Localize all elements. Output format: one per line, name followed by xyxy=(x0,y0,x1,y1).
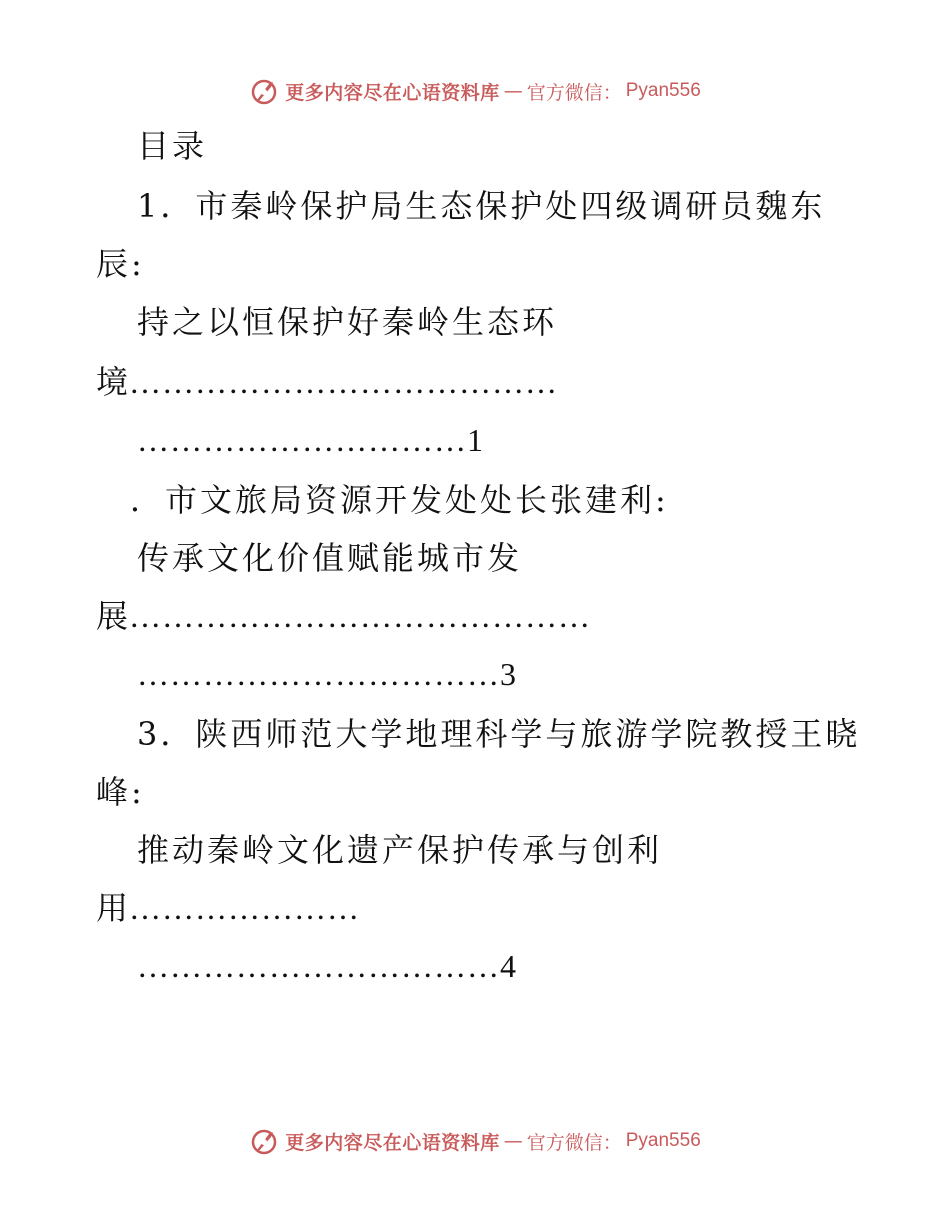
toc-entry-2-page: ……………………………3 xyxy=(137,656,517,692)
pen-logo-icon xyxy=(249,1126,279,1156)
toc-entry-3-title: 3．陕西师范大学地理科学与旅游学院教授王晓 xyxy=(137,715,861,753)
wechat-label: 官方微信： xyxy=(526,1131,622,1154)
wechat-id: Pyan556 xyxy=(625,80,701,101)
watermark-text: 更多内容尽在心语资料库 xyxy=(285,81,500,104)
toc-entry-1-page: …………………………1 xyxy=(137,422,484,458)
header-watermark xyxy=(0,71,950,111)
wechat-label: 官方微信： xyxy=(526,81,622,104)
toc-entry-1-title-cont: 辰: xyxy=(96,245,145,283)
toc-entry-1-title: 1．市秦岭保护局生态保护处四级调研员魏东 xyxy=(137,187,826,225)
watermark-text: 更多内容尽在心语资料库 xyxy=(285,1131,500,1154)
toc-title: 目录 xyxy=(137,127,208,165)
watermark-separator: — xyxy=(503,1130,523,1152)
toc-entry-2-title: ．市文旅局资源开发处处长张建利: xyxy=(130,481,669,519)
toc-entry-2-leader: 展…………………………………… xyxy=(96,598,592,634)
watermark-separator: — xyxy=(503,80,523,102)
toc-entry-1-leader: 境………………………………… xyxy=(96,364,559,400)
toc-entry-1-subtitle: 持之以恒保护好秦岭生态环 xyxy=(137,303,558,341)
footer-watermark xyxy=(0,1121,950,1161)
toc-entry-3-subtitle: 推动秦岭文化遗产保护传承与创利 xyxy=(137,831,663,869)
toc-entry-3-page: ……………………………4 xyxy=(137,948,517,984)
toc-entry-3-leader: 用………………… xyxy=(96,890,361,926)
wechat-id: Pyan556 xyxy=(625,1130,701,1151)
toc-entry-2-subtitle: 传承文化价值赋能城市发 xyxy=(137,539,523,577)
toc-entry-3-title-cont: 峰: xyxy=(96,773,145,811)
pen-logo-icon xyxy=(249,76,279,106)
